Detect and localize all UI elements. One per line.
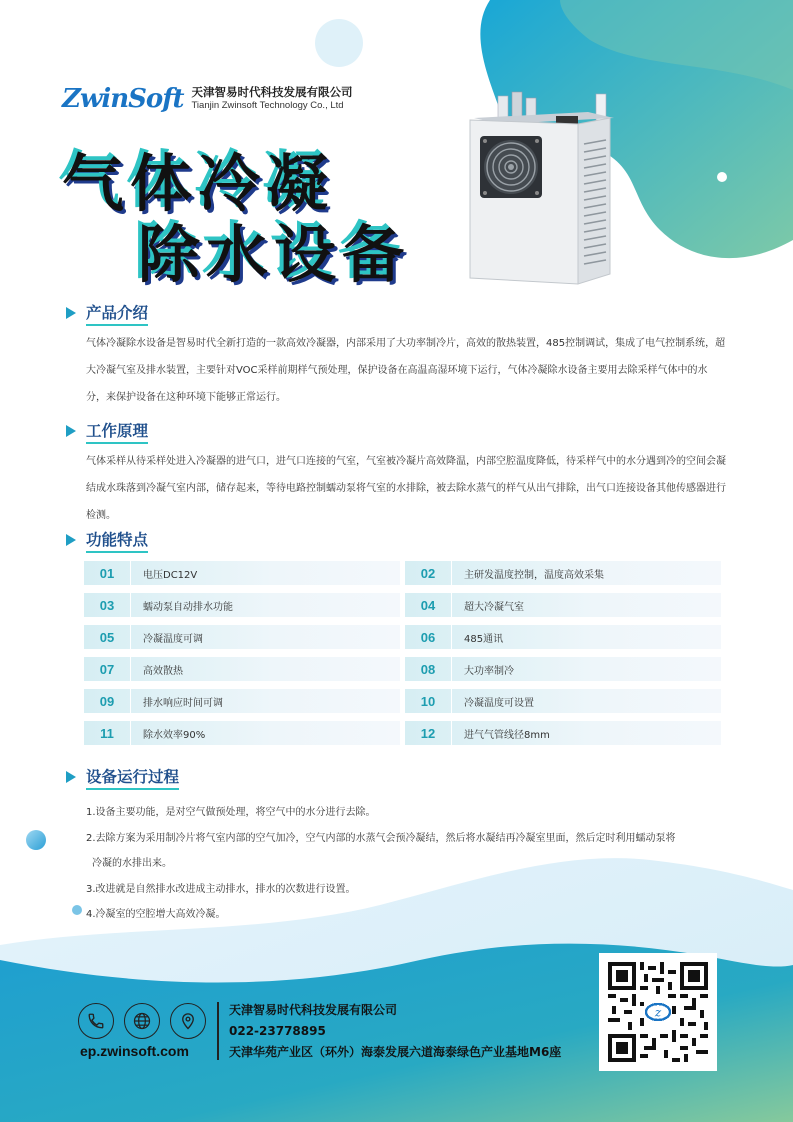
page-title-line2: 除水设备 bbox=[138, 218, 411, 291]
triangle-bullet-icon bbox=[66, 534, 76, 546]
feature-item bbox=[405, 721, 721, 745]
feature-item bbox=[405, 561, 721, 585]
footer-divider bbox=[217, 1002, 219, 1060]
contact-icons bbox=[78, 1003, 216, 1039]
process-item: 1.设备主要功能，是对空气做预处理，将空气中的水分进行去除。 bbox=[86, 807, 376, 818]
process-item-continued: 冷凝的水排出来。 bbox=[92, 858, 172, 869]
feature-number: 03 bbox=[99, 597, 115, 613]
process-item: 2.去除方案为采用制冷片将气室内部的空气加冷，空气内部的水蒸气会预冷凝结，然后将水凝结再冷凝室里面，然后定时利用蠕动泵将 bbox=[86, 832, 676, 844]
section-intro bbox=[66, 302, 726, 411]
feature-item bbox=[84, 721, 400, 745]
feature-item bbox=[405, 593, 721, 617]
feature-text: 进气气管线径8mm bbox=[464, 729, 550, 741]
feature-text: 冷凝温度可调 bbox=[143, 633, 203, 645]
company-name-cn: 天津智易时代科技发展有限公司 bbox=[191, 85, 353, 99]
website-link[interactable]: ep.zwinsoft.com bbox=[80, 1043, 189, 1059]
feature-text: 主研发温度控制，温度高效采集 bbox=[464, 569, 604, 581]
feature-text: 高效散热 bbox=[143, 665, 183, 677]
feature-row bbox=[84, 561, 721, 585]
feature-text: 除水效率90% bbox=[143, 729, 206, 741]
feature-number: 11 bbox=[100, 725, 114, 741]
section-features bbox=[66, 529, 726, 551]
footer-phone: 022-23778895 bbox=[229, 1024, 326, 1038]
triangle-bullet-icon bbox=[66, 771, 76, 783]
feature-item bbox=[405, 689, 721, 713]
feature-text: 超大冷凝气室 bbox=[464, 601, 524, 613]
features-grid bbox=[84, 561, 721, 753]
globe-icon bbox=[124, 1003, 160, 1039]
feature-item bbox=[405, 657, 721, 681]
feature-number: 05 bbox=[99, 629, 115, 645]
page-title-line1: 气体冷凝 bbox=[62, 147, 335, 220]
section-title: 产品介绍 bbox=[86, 301, 148, 326]
logo-wordmark: ZwinSoft bbox=[62, 84, 184, 114]
feature-text: 485通讯 bbox=[464, 633, 504, 645]
feature-number: 10 bbox=[420, 693, 436, 709]
feature-row bbox=[84, 689, 721, 713]
svg-text:z: z bbox=[654, 1005, 662, 1020]
company-logo bbox=[62, 84, 352, 114]
feature-item bbox=[405, 625, 721, 649]
feature-row bbox=[84, 625, 721, 649]
section-header bbox=[66, 420, 726, 442]
company-name-block bbox=[191, 85, 352, 113]
feature-number: 06 bbox=[420, 629, 436, 645]
section-body: 气体采样从待采样处进入冷凝器的进气口，进气口连接的气室，气室被冷凝片高效降温，内部空腔温度降低，待采样气中的水分遇到冷的空间会凝结成水珠落到冷凝气室内部，储存起来，等待电路控制蠕动泵将气室的水排除，被去除水蒸气的样气从出气排除，出气口连接设备其他传感器进行检测。 bbox=[86, 456, 726, 521]
triangle-bullet-icon bbox=[66, 307, 76, 319]
feature-row bbox=[84, 593, 721, 617]
triangle-bullet-icon bbox=[66, 425, 76, 437]
product-image bbox=[460, 88, 620, 288]
section-title: 功能特点 bbox=[86, 528, 148, 553]
footer-company-name: 天津智易时代科技发展有限公司 bbox=[229, 1003, 398, 1017]
feature-item bbox=[84, 561, 400, 585]
feature-number: 12 bbox=[420, 725, 436, 741]
feature-text: 电压DC12V bbox=[143, 569, 198, 581]
section-title: 工作原理 bbox=[86, 419, 148, 444]
feature-row bbox=[84, 657, 721, 681]
feature-number: 01 bbox=[99, 565, 115, 581]
process-item: 3.改进就是自然排水改进成主动排水，排水的次数进行设置。 bbox=[86, 883, 356, 895]
feature-text: 冷凝温度可设置 bbox=[464, 697, 534, 709]
section-body: 气体冷凝除水设备是智易时代全新打造的一款高效冷凝器，内部采用了大功率制冷片，高效的散热装置，485控制调试，集成了电气控制系统，超大冷凝气室及排水装置，主要针对VOC采样前期样气预处理，保护设备在高温高湿环境下运行，气体冷凝除水设备主要用去除采样气体中的水分，来保护设备在这种环境下能够正常运行。 bbox=[86, 338, 726, 403]
process-list bbox=[86, 800, 736, 928]
qr-code bbox=[599, 953, 717, 1071]
feature-text: 排水响应时间可调 bbox=[143, 697, 223, 709]
feature-number: 04 bbox=[420, 597, 436, 613]
feature-number: 07 bbox=[99, 661, 115, 677]
company-name-en: Tianjin Zwinsoft Technology Co., Ltd bbox=[191, 100, 344, 111]
feature-item bbox=[84, 593, 400, 617]
section-title: 设备运行过程 bbox=[86, 765, 179, 790]
phone-icon bbox=[78, 1003, 114, 1039]
section-header bbox=[66, 302, 726, 324]
feature-number: 08 bbox=[420, 661, 436, 677]
section-principle bbox=[66, 420, 726, 529]
process-item: 4.冷凝室的空腔增大高效冷凝。 bbox=[86, 909, 226, 920]
feature-text: 大功率制冷 bbox=[464, 665, 514, 677]
feature-item bbox=[84, 689, 400, 713]
contact-info bbox=[229, 1000, 561, 1063]
feature-item bbox=[84, 657, 400, 681]
location-icon bbox=[170, 1003, 206, 1039]
section-header bbox=[66, 529, 726, 551]
feature-item bbox=[84, 625, 400, 649]
section-process bbox=[66, 766, 726, 788]
feature-number: 09 bbox=[99, 693, 115, 709]
section-header bbox=[66, 766, 726, 788]
footer-address: 天津华苑产业区（环外）海泰发展六道海泰绿色产业基地M6座 bbox=[229, 1045, 562, 1059]
feature-number: 02 bbox=[420, 565, 436, 581]
feature-text: 蠕动泵自动排水功能 bbox=[143, 601, 233, 613]
feature-row bbox=[84, 721, 721, 745]
